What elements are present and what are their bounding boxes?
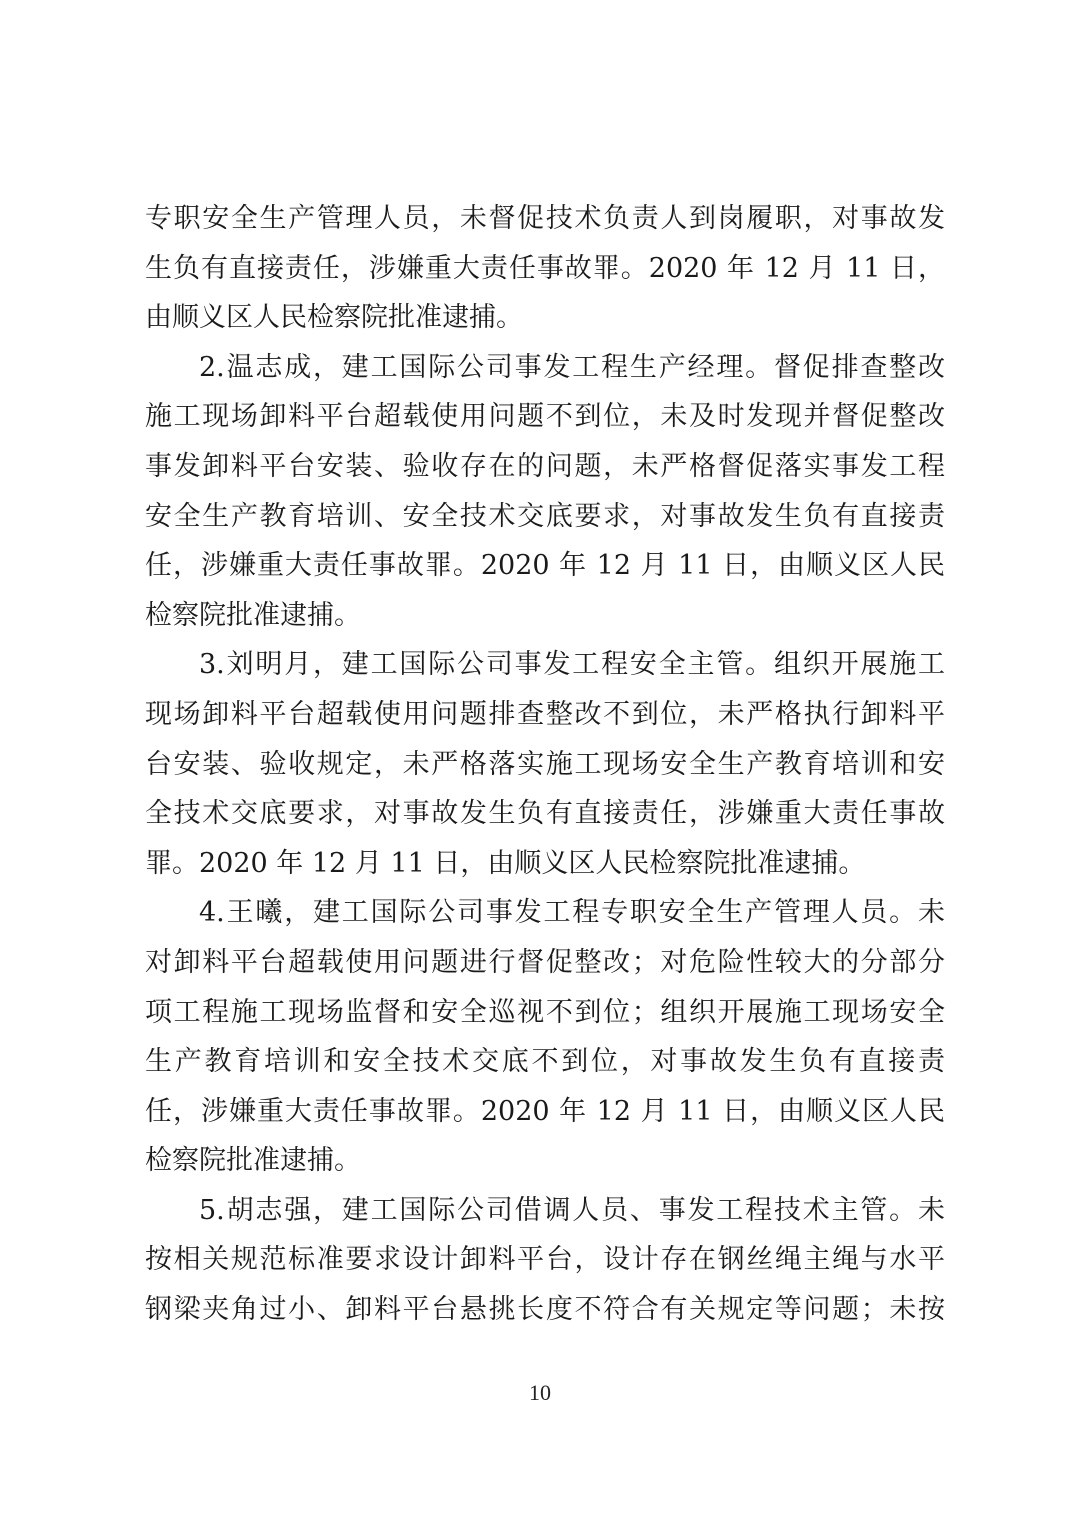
text-line: 台安装、验收规定，未严格落实施工现场安全生产教育培训和安: [145, 748, 945, 780]
text-line: 罪。2020 年 12 月 11 日，由顺义区人民检察院批准逮捕。: [145, 847, 866, 879]
text-line: 生产教育培训和安全技术交底不到位，对事故发生负有直接责: [145, 1046, 945, 1078]
text-line: 4.王曦，建工国际公司事发工程专职安全生产管理人员。未: [199, 897, 945, 929]
text-line: 全技术交底要求，对事故发生负有直接责任，涉嫌重大责任事故: [145, 798, 945, 830]
text-line: 安全生产教育培训、安全技术交底要求，对事故发生负有直接责: [145, 500, 945, 532]
page-number: 10: [529, 1380, 551, 1405]
text-line: 任，涉嫌重大责任事故罪。2020 年 12 月 11 日，由顺义区人民: [145, 1095, 945, 1127]
text-line: 现场卸料平台超载使用问题排查整改不到位，未严格执行卸料平: [145, 698, 945, 730]
text-line: 施工现场卸料平台超载使用问题不到位，未及时发现并督促整改: [145, 401, 945, 433]
text-line: 由顺义区人民检察院批准逮捕。: [145, 302, 523, 334]
text-line: 项工程施工现场监督和安全巡视不到位；组织开展施工现场安全: [145, 996, 945, 1028]
text-line: 检察院批准逮捕。: [145, 599, 361, 631]
text-line: 生负有直接责任，涉嫌重大责任事故罪。2020 年 12 月 11 日，: [145, 252, 945, 284]
document-body: [145, 194, 945, 1335]
text-line: 3.刘明月，建工国际公司事发工程安全主管。组织开展施工: [199, 649, 945, 681]
text-line: 专职安全生产管理人员，未督促技术负责人到岗履职，对事故发: [145, 203, 945, 234]
text-line: 任，涉嫌重大责任事故罪。2020 年 12 月 11 日，由顺义区人民: [145, 550, 945, 582]
text-line: 事发卸料平台安装、验收存在的问题，未严格督促落实事发工程: [145, 450, 945, 482]
text-line: 2.温志成，建工国际公司事发工程生产经理。督促排查整改: [199, 351, 945, 383]
text-line: 5.胡志强，建工国际公司借调人员、事发工程技术主管。未: [199, 1194, 945, 1226]
text-line: 钢梁夹角过小、卸料平台悬挑长度不符合有关规定等问题；未按: [145, 1294, 945, 1326]
text-line: 对卸料平台超载使用问题进行督促整改；对危险性较大的分部分: [145, 946, 945, 978]
text-line: 按相关规范标准要求设计卸料平台，设计存在钢丝绳主绳与水平: [145, 1244, 945, 1276]
text-line: 检察院批准逮捕。: [145, 1145, 361, 1177]
